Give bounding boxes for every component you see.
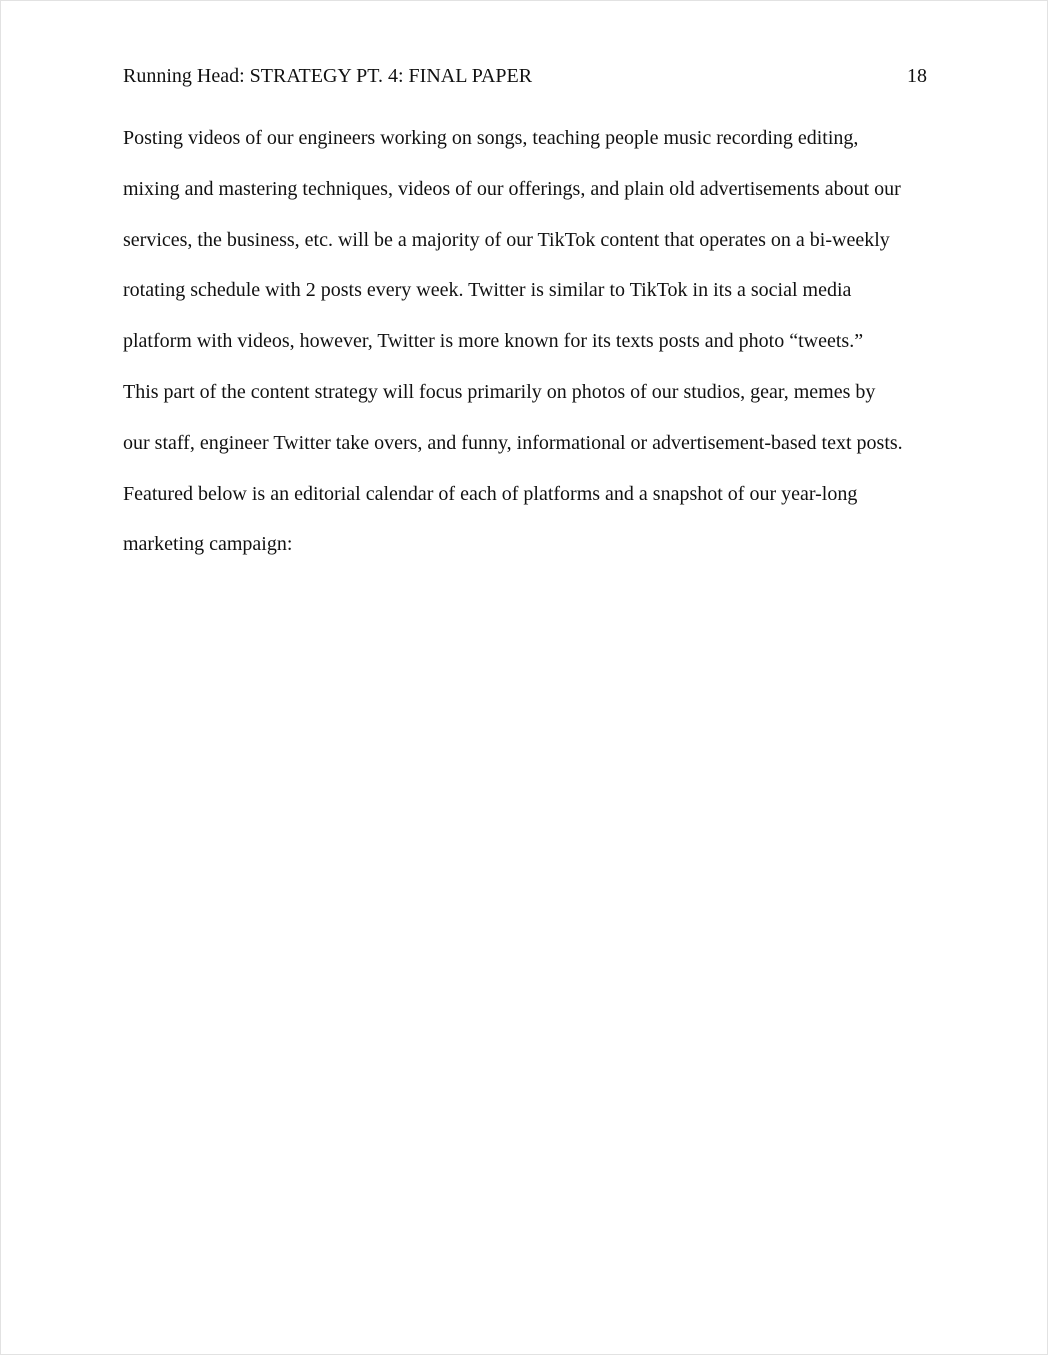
paragraph-line: Posting videos of our engineers working on songs, teaching people music recording editing,: [123, 127, 859, 149]
paragraph-line: services, the business, etc. will be a majority of our TikTok content that operates on a bi-weekly: [123, 228, 890, 251]
paragraph-line: This part of the content strategy will focus primarily on photos of our studios, gear, memes by: [123, 380, 876, 403]
paragraph-line: our staff, engineer Twitter take overs, and funny, informational or advertisement-based text posts.: [123, 431, 903, 454]
paragraph-line: marketing campaign:: [123, 533, 293, 556]
body-paragraph: [123, 125, 943, 582]
paragraph-line: Featured below is an editorial calendar of each of platforms and a snapshot of our year-long: [123, 482, 858, 505]
page-number: 18: [907, 65, 927, 87]
paragraph-line: rotating schedule with 2 posts every week. Twitter is similar to TikTok in its a social media: [123, 279, 852, 302]
paragraph-line: platform with videos, however, Twitter is more known for its texts posts and photo “tweets.”: [123, 330, 864, 353]
running-head: Running Head: STRATEGY PT. 4: FINAL PAPER: [123, 65, 533, 87]
paragraph-line: mixing and mastering techniques, videos of our offerings, and plain old advertisements about our: [123, 177, 901, 200]
